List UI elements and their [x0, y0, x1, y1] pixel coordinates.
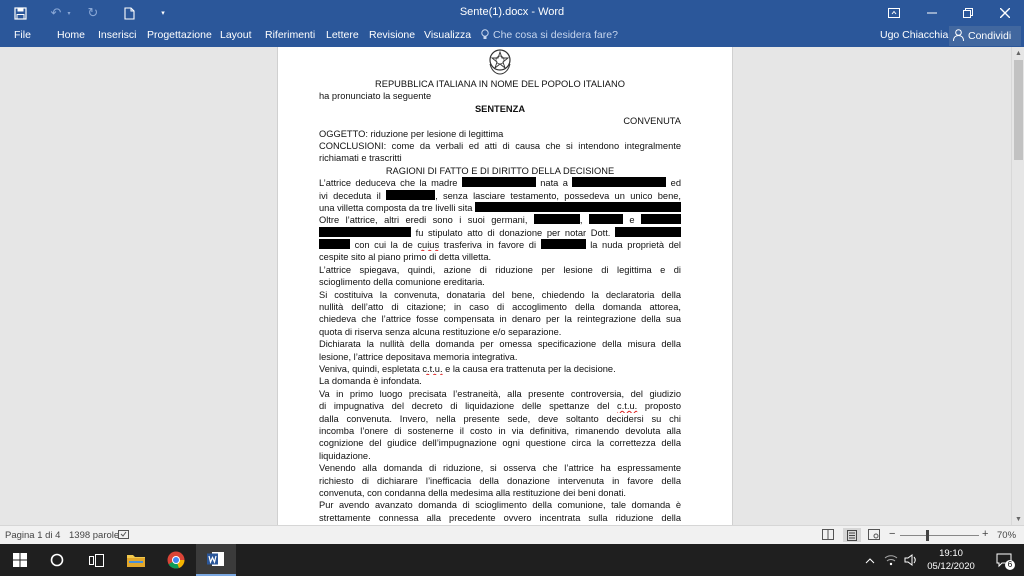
undo-icon[interactable]: ↶ [50, 5, 62, 20]
clock-date: 05/12/2020 [927, 561, 975, 572]
redaction-block [615, 227, 681, 237]
text-run: Venendo alla domanda di riduzione, si osserva che l’attrice ha espressamente [319, 463, 681, 474]
redaction-block [462, 177, 536, 187]
chrome-icon[interactable] [156, 544, 196, 576]
text-run: Veniva, quindi, espletata [319, 363, 423, 374]
text-run: e [622, 215, 642, 226]
document-line[interactable] [319, 437, 681, 449]
document-line[interactable] [319, 214, 681, 226]
proofing-icon[interactable] [118, 529, 129, 543]
text-run: Dichiarata la nullità della domanda per omessa specificazione della misura della [319, 339, 681, 350]
document-line[interactable] [319, 512, 681, 524]
republic-emblem [487, 48, 513, 76]
document-line[interactable] [319, 177, 681, 189]
text-run: CONCLUSIONI: come da verbali ed atti di causa che si intendono integralmente [319, 140, 681, 151]
document-line[interactable] [319, 165, 681, 177]
document-line[interactable] [319, 251, 681, 263]
document-title: Sente(1).docx - Word [459, 6, 565, 18]
text-run: L’attrice deduceva che la madre [319, 178, 462, 189]
text-run: con cui la de [350, 240, 418, 251]
redaction-block [541, 239, 586, 249]
ribbon-tabs [0, 25, 1024, 47]
restore-icon[interactable] [949, 0, 987, 25]
file-explorer-icon[interactable] [116, 544, 156, 576]
redaction-block [475, 202, 681, 212]
text-run: cognizione del giudice dell’impugnazione ogni questione circa la correttezza della [319, 438, 681, 449]
document-line[interactable] [319, 462, 681, 474]
text-run: La domanda è infondata. [319, 376, 422, 387]
text-run: RAGIONI DI FATTO E DI DIRITTO DELLA DECISIONE [385, 165, 615, 176]
text-run: la nuda proprietà del [585, 240, 681, 251]
text-run: Va in primo luogo precisata l’estraneità, alla presente controversia, del giudizio [319, 388, 681, 399]
notification-center-icon[interactable] [984, 544, 1024, 576]
text-run: dalla convenuta. Invero, nella presente sede, deve soltanto decidersi su chi [319, 413, 681, 424]
zoom-slider-thumb[interactable] [926, 530, 929, 541]
tab-home[interactable]: Home [57, 29, 86, 41]
windows-start-icon[interactable] [0, 544, 40, 576]
text-run: richiesto di dichiarare l’inefficacia della donazione intervenuta in favore della [319, 475, 681, 486]
text-run: OGGETTO: riduzione per lesione di legittima [319, 128, 504, 139]
text-run: , [579, 215, 589, 226]
document-line[interactable] [319, 140, 681, 152]
system-clock[interactable] [922, 547, 980, 573]
document-line[interactable] [319, 351, 681, 363]
tab-progettazione[interactable]: Progettazione [147, 29, 212, 41]
share-label: Condividi [968, 30, 1012, 42]
document-line[interactable] [319, 375, 681, 387]
close-icon[interactable] [986, 0, 1024, 25]
print-layout-icon[interactable] [843, 528, 861, 542]
document-line[interactable] [319, 413, 681, 425]
scroll-up-icon[interactable]: ▲ [1015, 49, 1022, 57]
document-line[interactable] [319, 90, 681, 102]
undo-dropdown-icon[interactable]: ▾ [67, 10, 71, 17]
redaction-block [641, 214, 681, 224]
vertical-scrollbar[interactable] [1011, 47, 1024, 525]
document-line[interactable] [319, 103, 681, 115]
ribbon-display-icon[interactable] [875, 0, 913, 25]
text-run: fu stipulato atto di donazione per notar Dott. [411, 227, 615, 238]
tab-visualizza[interactable]: Visualizza [424, 29, 472, 41]
task-view-icon[interactable] [76, 544, 116, 576]
user-name[interactable]: Ugo Chiacchia [880, 29, 949, 41]
document-line[interactable] [319, 289, 681, 301]
document-line[interactable] [319, 276, 681, 288]
tab-layout[interactable]: Layout [220, 29, 252, 41]
zoom-in-button[interactable]: + [982, 528, 989, 540]
notification-count: 6 [1005, 560, 1015, 570]
page-count[interactable]: Pagina 1 di 4 [5, 530, 61, 541]
document-workspace [0, 47, 1011, 525]
document-line[interactable] [319, 152, 681, 164]
spellcheck-word[interactable]: c.t.u. [617, 401, 638, 412]
document-line[interactable] [319, 128, 681, 140]
tab-file[interactable]: File [14, 29, 31, 41]
text-run: scioglimento della comunione ereditaria. [319, 277, 485, 288]
zoom-out-button[interactable]: − [889, 528, 896, 540]
word-taskbar-icon[interactable] [196, 544, 236, 576]
tell-me-search[interactable]: Che cosa si desidera fare? [493, 29, 618, 41]
text-run: una villetta composta da tre livelli sita [319, 202, 476, 213]
zoom-slider[interactable] [900, 535, 979, 536]
text-run: SENTENZA [474, 103, 526, 114]
word-count[interactable]: 1398 parole [69, 530, 120, 541]
text-run: proposto [637, 401, 681, 412]
wifi-icon[interactable] [881, 544, 901, 576]
text-run: chiedeva che l’attrice fosse compensata in denaro per la reintegrazione della sua [319, 314, 681, 325]
minimize-icon[interactable] [913, 0, 951, 25]
document-line[interactable] [319, 363, 681, 375]
redaction-block [572, 177, 666, 187]
document-line[interactable] [319, 499, 681, 511]
share-button[interactable] [949, 26, 1021, 46]
document-line[interactable] [319, 190, 681, 202]
document-line[interactable] [319, 326, 681, 338]
text-run: L’attrice spiegava, quindi, azione di riduzione per lesione di legittima e di [319, 264, 681, 275]
spellcheck-word[interactable]: c.t.u. [422, 363, 443, 374]
tab-inserisci[interactable]: Inserisci [98, 29, 137, 41]
text-run: Si costituiva la convenuta, donataria del bene, chiedendo la declaratoria della [319, 289, 681, 300]
redaction-block [386, 190, 435, 200]
tab-lettere[interactable]: Lettere [326, 29, 359, 41]
text-run: nullità dell’atto di citazione; in caso di accoglimento della domanda attorea, [319, 302, 681, 313]
text-run: convenuta, con condanna della medesima alla restituzione dei beni donati. [319, 487, 627, 498]
tab-revisione[interactable]: Revisione [369, 29, 416, 41]
lightbulb-icon [481, 29, 489, 43]
text-run: di impugnativa del decreto di liquidazione delle spettanze del [319, 401, 618, 412]
text-run: strettamente connessa alla precedente ovvero incentrata sulla riduzione della [319, 512, 681, 523]
show-hidden-icons[interactable] [860, 544, 880, 576]
text-run: e la causa era trattenuta per la decisione. [442, 363, 616, 374]
scroll-thumb[interactable] [1014, 60, 1023, 160]
document-line[interactable] [319, 78, 681, 90]
text-run: lesione, l’attrice depositava memoria integrativa. [319, 351, 518, 362]
text-run: liquidazione. [319, 450, 371, 461]
text-run: CONVENUTA [623, 116, 681, 127]
text-run: nata a [535, 178, 573, 189]
document-body[interactable] [319, 78, 681, 524]
text-run: Oltre l’attrice, altri eredi sono i suoi germani, [319, 215, 534, 226]
document-line[interactable] [319, 313, 681, 325]
document-line[interactable] [319, 227, 681, 239]
zoom-level[interactable]: 70% [997, 530, 1017, 541]
text-run: incomba l’onere di sostenerne il costo in via definitiva, rimanendo devoluta alla [319, 425, 681, 436]
document-line[interactable] [319, 450, 681, 462]
document-line[interactable] [319, 202, 681, 214]
document-line[interactable] [319, 425, 681, 437]
status-bar [0, 525, 1024, 544]
volume-icon[interactable] [901, 544, 921, 576]
web-layout-icon[interactable] [868, 529, 880, 543]
tab-riferimenti[interactable]: Riferimenti [265, 29, 316, 41]
document-line[interactable] [319, 400, 681, 412]
text-run: REPUBBLICA ITALIANA IN NOME DEL POPOLO ITALIANO [375, 79, 625, 89]
document-line[interactable] [319, 264, 681, 276]
text-run: Pur avendo avanzato domanda di scioglimento della comunione, tale domanda è [319, 500, 681, 511]
read-mode-icon[interactable] [822, 529, 834, 543]
spellcheck-word[interactable]: cuius [417, 240, 440, 251]
taskbar [0, 544, 1024, 576]
document-line[interactable] [319, 487, 681, 499]
text-run: , senza lasciare testamento, possedeva un unico bene, [435, 190, 681, 201]
text-run: richiamati e trascritti [319, 153, 402, 164]
document-line[interactable] [319, 115, 681, 127]
document-page[interactable] [277, 47, 733, 525]
redo-icon[interactable]: ↻ [87, 5, 99, 20]
clock-time: 19:10 [939, 548, 963, 559]
title-bar [0, 0, 1024, 25]
customize-icon[interactable]: ▾ [161, 10, 165, 17]
redaction-block [589, 214, 623, 224]
redaction-block [534, 214, 580, 224]
search-circle-icon[interactable] [37, 544, 77, 576]
person-icon [953, 29, 964, 44]
document-line[interactable] [319, 239, 681, 251]
document-line[interactable] [319, 475, 681, 487]
document-line[interactable] [319, 301, 681, 313]
text-run: ed [666, 178, 681, 189]
text-run: ivi deceduta il [319, 190, 387, 201]
redaction-block [319, 227, 411, 237]
scroll-down-icon[interactable]: ▼ [1015, 515, 1022, 523]
text-run: quota di riserva senza alcuna restituzione e/o separazione. [319, 326, 562, 337]
document-line[interactable] [319, 338, 681, 350]
redaction-block [319, 239, 350, 249]
document-line[interactable] [319, 388, 681, 400]
text-run: ha pronunciato la seguente [319, 91, 432, 102]
text-run: trasferiva in favore di [439, 240, 541, 251]
text-run: cespite sito al piano primo di detta villetta. [319, 252, 492, 263]
